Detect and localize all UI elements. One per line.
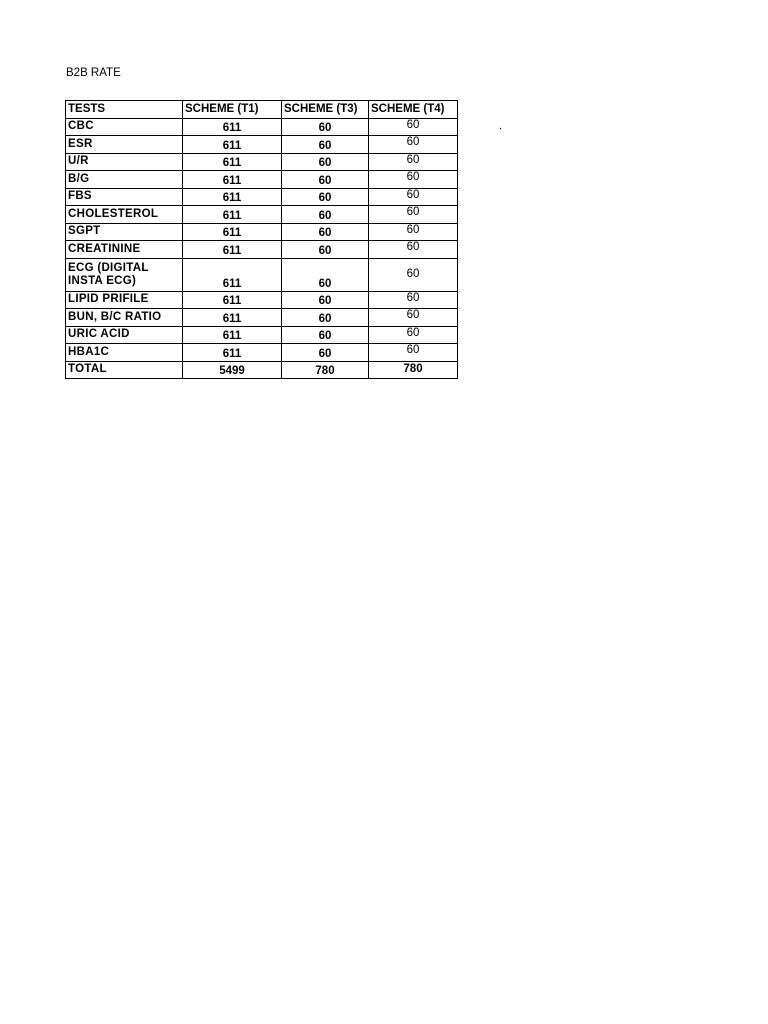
scheme-t3-value: 60 (282, 309, 369, 327)
table-row (66, 118, 458, 136)
total-row (66, 361, 458, 379)
table-row (66, 136, 458, 154)
scheme-t4-value: 60 (369, 188, 458, 206)
scheme-t4-value: 60 (369, 309, 458, 327)
scheme-t3-value: 60 (282, 171, 369, 189)
table-header-row (66, 101, 458, 119)
table-row (66, 153, 458, 171)
scheme-t3-value: 60 (282, 241, 369, 259)
table-row (66, 258, 458, 291)
scheme-t3-value: 60 (282, 291, 369, 309)
table-row (66, 326, 458, 344)
test-name: ESR (66, 136, 183, 154)
scheme-t1-value: 611 (183, 118, 282, 136)
scheme-t1-value: 611 (183, 258, 282, 291)
table-row (66, 188, 458, 206)
scheme-t4-value: 60 (369, 241, 458, 259)
test-name: CREATININE (66, 241, 183, 259)
table-row (66, 344, 458, 362)
table-row (66, 309, 458, 327)
header-scheme-t3: SCHEME (T3) (282, 101, 369, 119)
scheme-t3-value: 60 (282, 344, 369, 362)
header-scheme-t1: SCHEME (T1) (183, 101, 282, 119)
test-name: SGPT (66, 223, 183, 241)
scheme-t4-value: 60 (369, 171, 458, 189)
scheme-t4-value: 60 (369, 153, 458, 171)
scheme-t3-value: 60 (282, 326, 369, 344)
test-name: CHOLESTEROL (66, 206, 183, 224)
scheme-t4-value: 60 (369, 326, 458, 344)
scheme-t4-value: 60 (369, 206, 458, 224)
scheme-t1-value: 611 (183, 223, 282, 241)
header-scheme-t4: SCHEME (T4) (369, 101, 458, 119)
scheme-t1-value: 611 (183, 153, 282, 171)
total-scheme-t1: 5499 (183, 361, 282, 379)
scheme-t4-value: 60 (369, 291, 458, 309)
b2b-rate-table (65, 100, 458, 379)
scheme-t1-value: 611 (183, 206, 282, 224)
table-row (66, 291, 458, 309)
scheme-t4-value: 60 (369, 118, 458, 136)
test-name: FBS (66, 188, 183, 206)
scheme-t3-value: 60 (282, 188, 369, 206)
scheme-t1-value: 611 (183, 136, 282, 154)
test-name: U/R (66, 153, 183, 171)
scheme-t1-value: 611 (183, 344, 282, 362)
scheme-t3-value: 60 (282, 206, 369, 224)
scheme-t1-value: 611 (183, 291, 282, 309)
table-row (66, 206, 458, 224)
table-row (66, 241, 458, 259)
stray-period-mark: . (499, 120, 503, 132)
document-title: B2B RATE (66, 67, 121, 79)
scheme-t4-value: 60 (369, 344, 458, 362)
scheme-t1-value: 611 (183, 188, 282, 206)
table-row (66, 171, 458, 189)
scheme-t1-value: 611 (183, 309, 282, 327)
scheme-t4-value: 60 (369, 223, 458, 241)
total-label: TOTAL (66, 361, 183, 379)
scheme-t3-value: 60 (282, 118, 369, 136)
total-scheme-t4: 780 (369, 361, 458, 379)
test-name: URIC ACID (66, 326, 183, 344)
scheme-t3-value: 60 (282, 223, 369, 241)
table-row (66, 223, 458, 241)
test-name: BUN, B/C RATIO (66, 309, 183, 327)
scheme-t1-value: 611 (183, 326, 282, 344)
test-name: CBC (66, 118, 183, 136)
scheme-t1-value: 611 (183, 241, 282, 259)
scheme-t3-value: 60 (282, 136, 369, 154)
test-name: LIPID PRIFILE (66, 291, 183, 309)
test-name: HBA1C (66, 344, 183, 362)
total-scheme-t3: 780 (282, 361, 369, 379)
scheme-t3-value: 60 (282, 153, 369, 171)
test-name: B/G (66, 171, 183, 189)
scheme-t4-value: 60 (369, 258, 458, 291)
scheme-t4-value: 60 (369, 136, 458, 154)
scheme-t1-value: 611 (183, 171, 282, 189)
header-tests: TESTS (66, 101, 183, 119)
test-name: ECG (DIGITAL INSTA ECG) (66, 258, 183, 291)
scheme-t3-value: 60 (282, 258, 369, 291)
